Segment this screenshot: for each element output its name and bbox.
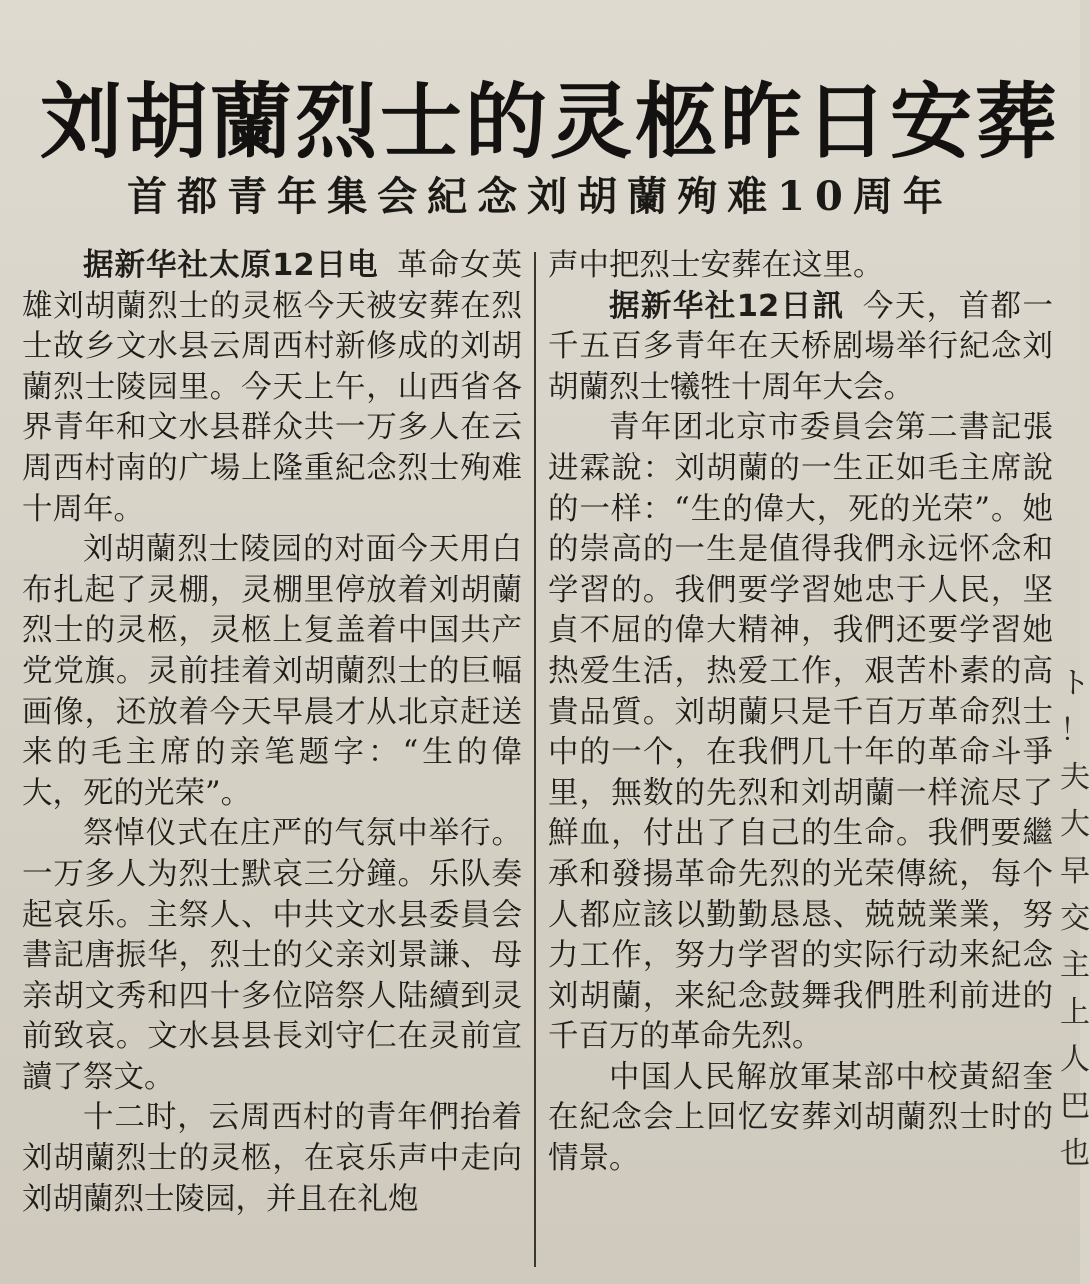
right-paragraph-1-text: 今天，首都一千五百多青年在天桥剧場举行紀念刘胡蘭烈士犧牲十周年大会。 [548,288,1053,405]
right-paragraph-2: 青年团北京市委員会第二書記張进霖說：刘胡蘭的一生正如毛主席說的一样：“生的偉大，死的光荣”。她的崇高的一生是值得我們永远怀念和学習的。我們要学習她忠于人民，坚貞不屈的偉大精神，我們还要学習她热爱生活，热爱工作，艰苦朴素的高貴品質。刘胡蘭只是千百万革命烈士中的一个，在我們几十年的革命斗爭里，無数的先烈和刘胡蘭一样流尽了鮮血，付出了自己的生命。我們要繼承和發揚革命先烈的光荣傳統，每个人都应該以勤勤恳恳、兢兢業業，努力工作，努力学習的实际行动来紀念刘胡蘭，来紀念鼓舞我們胜利前进的千百万的革命先烈。 [548,410,1053,1055]
dateline-taiyuan: 据新华社太原12日电 [83,248,379,283]
edge-char: 上 [1060,995,1090,1030]
subheadline: 首都青年集会紀念刘胡蘭殉难10周年 [127,173,953,221]
left-paragraph-2: 刘胡蘭烈士陵园的对面今天用白布扎起了灵棚，灵棚里停放着刘胡蘭烈士的灵柩，灵柩上复盖着中国共产党党旗。灵前挂着刘胡蘭烈士的巨幅画像，还放着今天早晨才从北京赶送来的毛主席的亲笔题字：“生的偉大，死的光荣”。 [22,532,522,811]
right-paragraph-continued: 声中把烈士安葬在这里。 [548,248,884,283]
edge-char: 交 [1060,901,1090,936]
edge-char: ト [1060,666,1090,701]
right-paragraph-3: 中国人民解放軍某部中校黃紹奎在紀念会上回忆安葬刘胡蘭烈士时的情景。 [548,1059,1053,1177]
left-paragraph-4: 十二时，云周西村的青年們抬着刘胡蘭烈士的灵柩，在哀乐声中走向刘胡蘭烈士陵园，并且在礼炮 [22,1100,522,1217]
edge-char: 主 [1060,948,1090,983]
edge-char: 巴 [1060,1089,1090,1124]
edge-char: 夫 [1060,760,1090,795]
column-divider [534,252,536,1267]
headline: 刘胡蘭烈士的灵柩昨日安葬 [40,73,1061,170]
edge-char: 人 [1060,1042,1090,1077]
edge-char: 也 [1060,1136,1090,1171]
dateline-beijing: 据新华社12日訊 [609,288,845,324]
left-paragraph-1-text: 革命女英雄刘胡蘭烈士的灵柩今天被安葬在烈士故乡文水县云周西村新修成的刘胡蘭烈士陵园里。今天上午，山西省各界青年和文水县群众共一万多人在云周西村南的广場上隆重紀念烈士殉难十周年。 [22,248,522,527]
edge-char: 早 [1060,854,1090,889]
edge-char: 大 [1060,807,1090,842]
right-column [548,246,1053,1276]
edge-char: ！ [1060,713,1090,748]
adjacent-column-fragment [1060,660,1090,1220]
right-paragraph-1 [548,287,1053,409]
left-paragraph-1 [22,246,522,530]
left-column [22,246,522,1276]
left-paragraph-3: 祭悼仪式在庄严的气氛中举行。一万多人为烈士默哀三分鐘。乐队奏起哀乐。主祭人、中共文水县委員会書記唐振华，烈士的父亲刘景謙、母亲胡文秀和四十多位陪祭人陆續到灵前致哀。文水县县長刘守仁在灵前宣讀了祭文。 [22,816,522,1095]
